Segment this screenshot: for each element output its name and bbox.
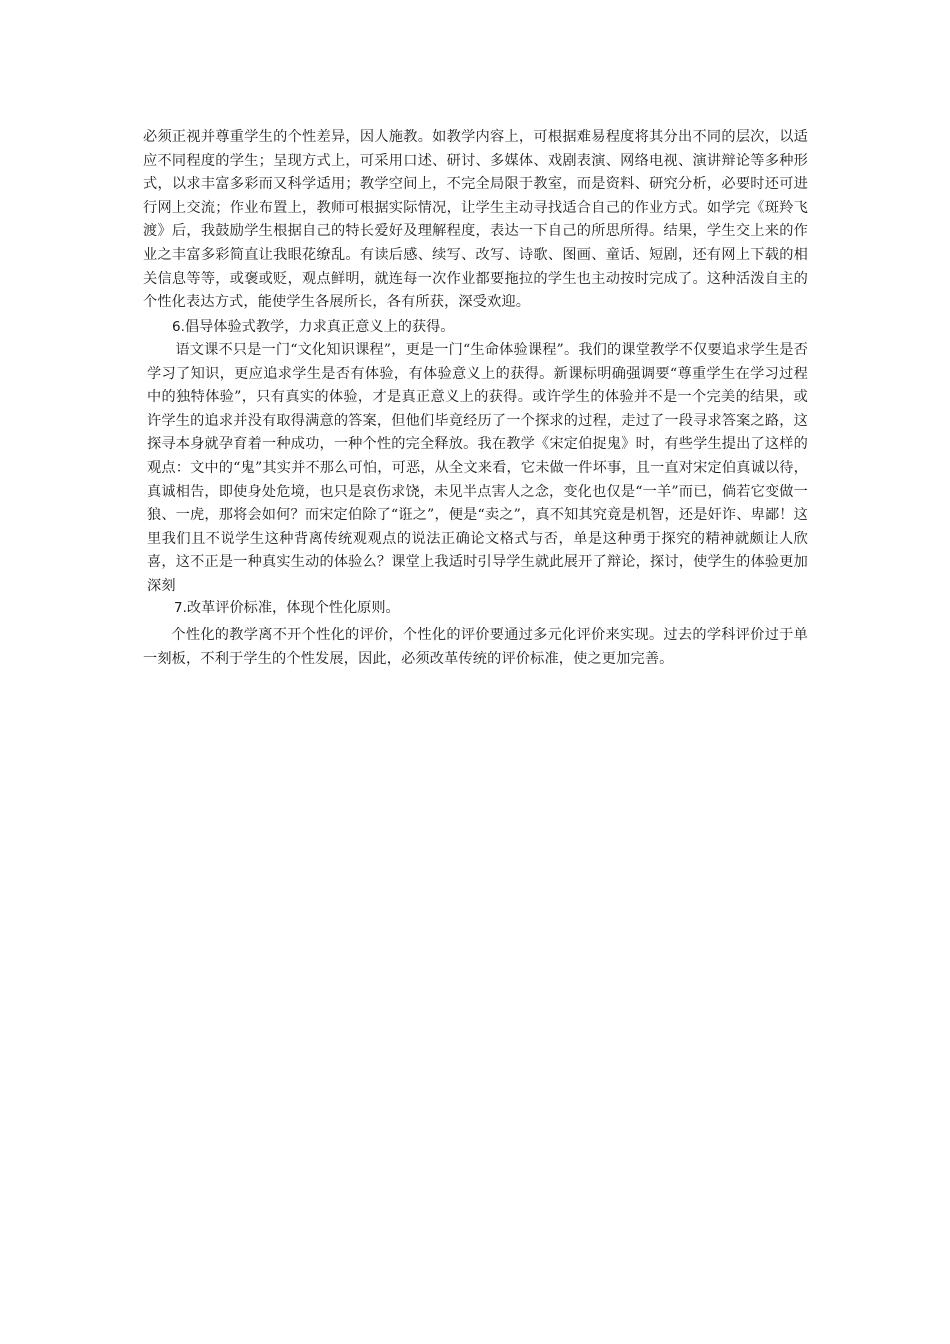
- paragraph-individual-differences: 必须正视并尊重学生的个性差异，因人施教。如教学内容上，可根据难易程度将其分出不同的层次，以适应不同程度的学生；呈现方式上，可采用口述、研讨、多媒体、戏剧表演、网络电视、演讲辩论等多种形式，以求丰富多彩而又科学适用；教学空间上，不完全局限于教室，而是资料、研究分析，必要时还可进行网上交流；作业布置上，教师可根据实际情况，让学生主动寻找适合自己的作业方式。如学完《斑羚飞渡》后，我鼓励学生根据自己的特长爱好及理解程度，表达一下自己的所思所得。结果，学生交上来的作业之丰富多彩简直让我眼花缭乱。有读后感、续写、改写、诗歌、图画、童话、短剧，还有网上下载的相关信息等等，或褒或贬，观点鲜明，就连每一次作业都要拖拉的学生也主动按时完成了。这种活泼自主的个性化表达方式，能使学生各展所长，各有所获，深受欢迎。: [143, 129, 808, 311]
- section-title-7: 改革评价标准，体现个性化原则。: [186, 600, 400, 616]
- section-title-6: 倡导体验式教学，力求真正意义上的获得。: [184, 319, 455, 335]
- section-number-6: 6.: [172, 319, 185, 335]
- section-heading-6: [172, 316, 454, 340]
- paragraph-experiential-teaching: 语文课不只是一门“文化知识课程”，更是一门“生命体验课程”。我们的课堂教学不仅要追求学生是否学习了知识，更应追求学生是否有体验，有体验意义上的获得。新课标明确强调要“尊重学生在学习过程中的独特体验”，只有真实的体验，才是真正意义上的获得。或许学生的体验并不是一个完美的结果，或许学生的追求并没有取得满意的答案，但他们毕竟经历了一个探求的过程，走过了一段寻求答案之路，这探寻本身就孕育着一种成功，一种个性的完全释放。我在教学《宋定伯捉鬼》时，有些学生提出了这样的观点：文中的“鬼”其实并不那么可怕，可恶，从全文来看，它未做一件坏事，且一直对宋定伯真诚以待，真诚相告，即使身处危境，也只是哀伤求饶，未见半点害人之念，变化也仅是“一羊”而已，倘若它变做一狼、一虎，那将会如何？而宋定伯除了“诳之”，便是“卖之”，真不知其究竟是机智，还是奸诈、卑鄙！这里我们且不说学生这种背离传统观观点的说法正确论文格式与否，单是这种勇于探究的精神就颇让人欣喜，这不正是一种真实生动的体验么？课堂上我适时引导学生就此展开了辩论，探讨，使学生的体验更加深刻: [147, 342, 808, 594]
- paragraph-evaluation-reform: 个性化的教学离不开个性化的评价，个性化的评价要通过多元化评价来实现。过去的学科评价过于单一刻板，不利于学生的个性发展，因此，必须改革传统的评价标准，使之更加完善。: [143, 627, 808, 667]
- section-heading-7: [174, 597, 400, 621]
- section-number-7: 7.: [174, 600, 187, 616]
